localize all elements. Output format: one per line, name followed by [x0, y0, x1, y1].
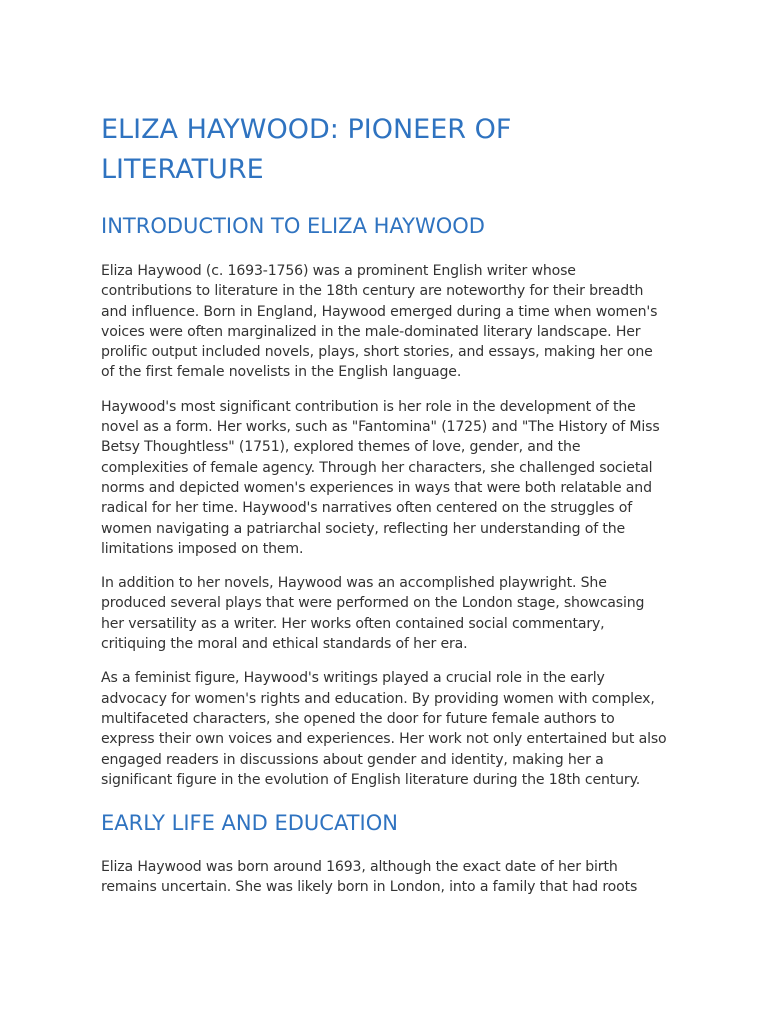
section-heading-early-life: EARLY LIFE AND EDUCATION	[101, 811, 398, 836]
paragraph: Haywood's most significant contribution is her role in the development of the novel as a form. Her works, such as "Fantomina" (1725) and "The History of Miss Betsy Thoughtless" (1751), explored themes of love, gender, and the complexities of female agency. Through her characters, she challenged societal norms and depicted women's experiences in ways that were both relatable and radical for her time. Haywood's narratives often centered on the struggles of women navigating a patriarchal society, reflecting her understanding of the limitations imposed on them.	[101, 398, 660, 557]
paragraph: In addition to her novels, Haywood was an accomplished playwright. She produced several plays that were performed on the London stage, showcasing her versatility as a writer. Her works often contained social commentary, critiquing the moral and ethical standards of her era.	[101, 575, 645, 653]
paragraph: As a feminist figure, Haywood's writings played a crucial role in the early advocacy for women's rights and education. By providing women with complex, multifaceted characters, she opened the door for future female authors to express their own voices and experiences. Her work not only entertained but also engaged readers in discussions about gender and identity, making her a significant figure in the evolution of English literature during the 18th century.	[101, 670, 667, 788]
section-heading-introduction: INTRODUCTION TO ELIZA HAYWOOD	[101, 214, 485, 238]
paragraph: Eliza Haywood (c. 1693-1756) was a prominent English writer whose contributions to literature in the 18th century are noteworthy for their breadth and influence. Born in England, Haywood emerged during a time when women's voices were often marginalized in the male-dominated literary landscape. Her prolific output included novels, plays, short stories, and essays, making her one of the first female novelists in the English language.	[101, 263, 658, 381]
document-title: ELIZA HAYWOOD: PIONEER OF LITERATURE	[101, 114, 512, 185]
paragraph: Eliza Haywood was born around 1693, although the exact date of her birth remains uncertain. She was likely born in London, into a family that had roots	[101, 859, 638, 896]
